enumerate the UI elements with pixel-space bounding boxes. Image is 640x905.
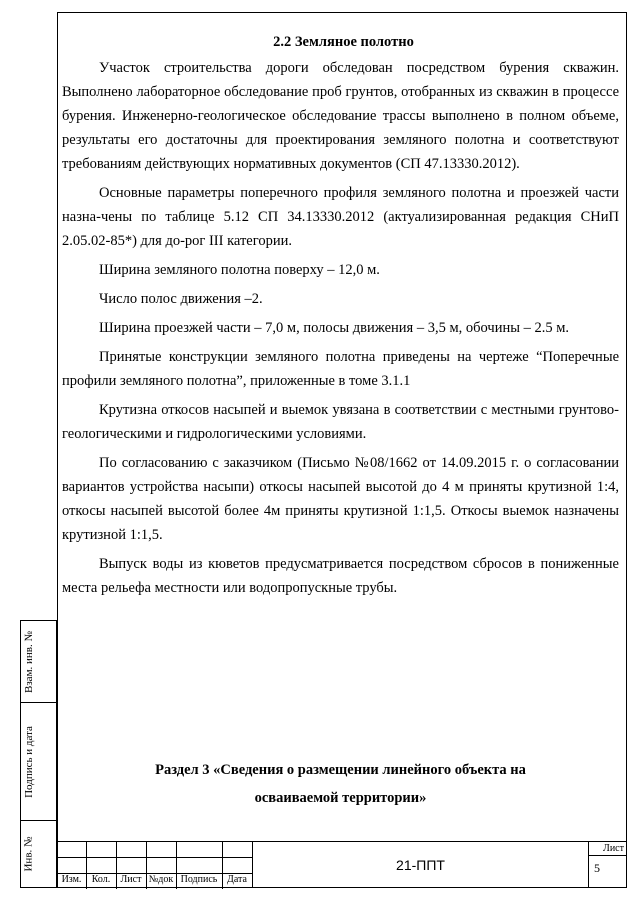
paragraph: Принятые конструкции земляного полотна приведены на чертеже “Поперечные профили земляного полотна”, приложенные в томе 3.1.1 [62, 349, 619, 389]
tb-col-kol: Кол. [91, 874, 111, 885]
paragraph: Ширина земляного полотна поверху – 12,0 м. [99, 262, 380, 278]
sheet-number: 5 [594, 861, 600, 875]
paragraph: Ширина проезжей части – 7,0 м, полосы движения – 3,5 м, обочины – 2.5 м. [99, 320, 570, 336]
tb-col-ndok: №док [148, 874, 174, 885]
side-label-vzam: Взам. инв. № [23, 630, 35, 693]
side-label-inv: Инв. № [23, 836, 35, 872]
section3-heading-line1: Раздел 3 «Сведения о размещении линейного объекта на [155, 762, 526, 778]
sheet-cell [589, 841, 627, 888]
tb-col-list: Лист [120, 874, 142, 885]
tb-col-data: Дата [227, 874, 247, 885]
section3-heading-line2: осваиваемой территории» [254, 790, 427, 806]
side-label-podpis: Подпись и дата [23, 725, 35, 798]
tb-col-izm: Изм. [61, 874, 82, 885]
document-code: 21-ППТ [252, 841, 589, 888]
paragraph: Участок строительства дороги обследован посредством бурения скважин. Выполнено лабораторное обследование проб грунтов, отобранных из скважин в процессе бурения. Инженерно-геологическое обследование трассы выполнено в полном объеме, результаты его достаточны для проектирования земляного полотна и соответствуют требованиям действующих нормативных документов (СП 47.13330.2012). [62, 60, 619, 172]
paragraph: По согласованию с заказчиком (Письмо №08/1662 от 14.09.2015 г. о согласовании вариантов устройства насыпи) откосы насыпей высотой до 4 м приняты крутизной 1:4, откосы насыпей высотой более 4м приняты крутизной 1:1,5. Откосы выемок назначены крутизной 1:1,5. [62, 455, 619, 543]
paragraph: Число полос движения –2. [99, 291, 263, 307]
paragraph: Выпуск воды из кюветов предусматривается посредством сбросов в пониженные места рельефа местности или водопропускные трубы. [62, 556, 619, 596]
paragraph: Крутизна откосов насыпей и выемок увязана в соответствии с местными грунтово-геологическими и гидрологическими условиями. [62, 402, 619, 442]
paragraph: Основные параметры поперечного профиля земляного полотна и проезжей части назна-чены по таблице 5.12 СП 34.13330.2012 (актуализированная редакция СНиП 2.05.02-85*) для до-рог III категории. [62, 185, 619, 249]
section-title: 2.2 Земляное полотно [273, 34, 414, 50]
tb-col-podpis: Подпись [180, 874, 218, 885]
sheet-label: Лист [589, 841, 627, 856]
section3-heading [62, 756, 619, 812]
document-body [62, 30, 619, 600]
